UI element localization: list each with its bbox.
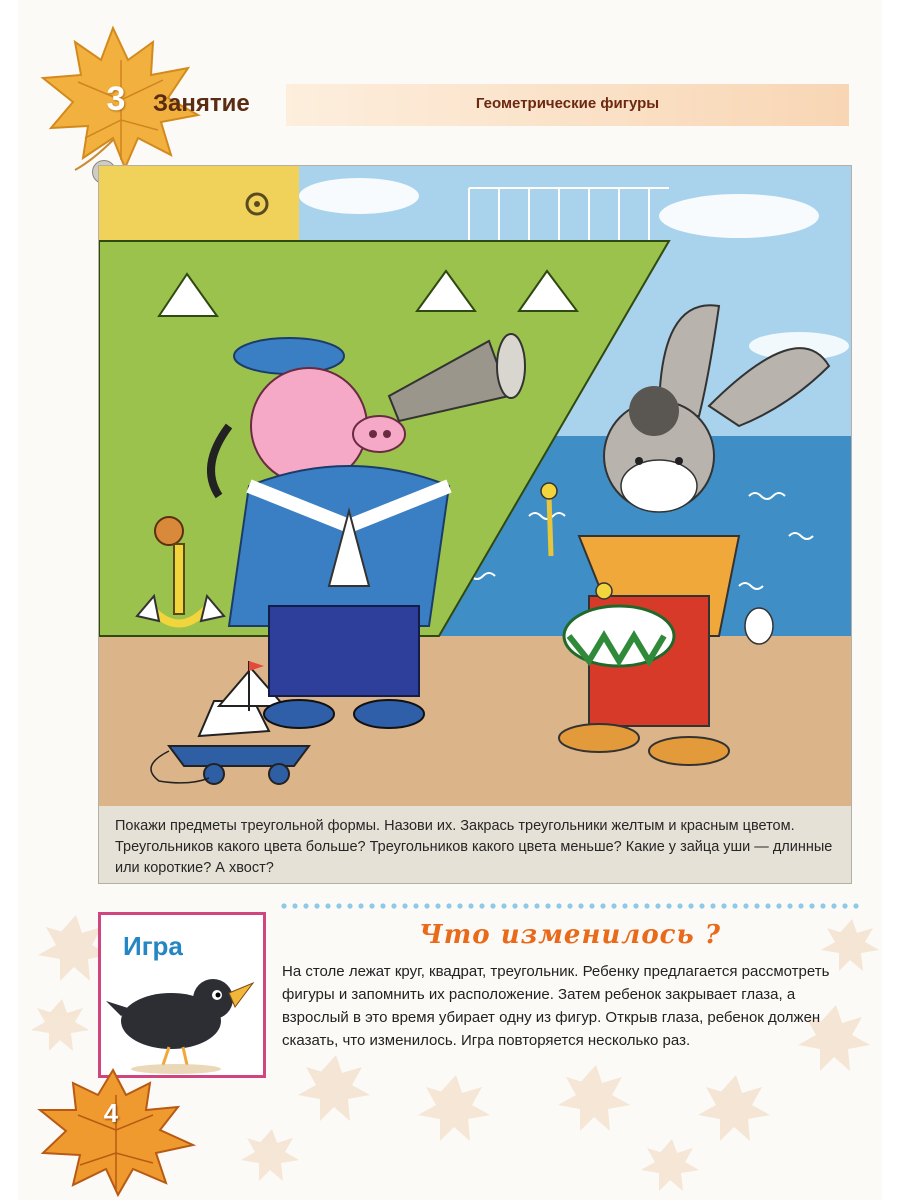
task-frame [98, 165, 852, 884]
topic-title: Геометрические фигуры [475, 95, 660, 112]
game-label-box [98, 912, 266, 1078]
workbook-page [18, 0, 882, 1200]
crow-icon [101, 961, 263, 1075]
game-label: Игра [123, 931, 183, 961]
dotted-divider [280, 902, 860, 910]
page-number: 4 [103, 1098, 119, 1128]
game-description: На столе лежат круг, квадрат, треугольник. Ребенку предлагается рассмотреть фигуры и запомнить их расположение. Затем ребенок закрывает глаза, а взрослый в это время убирает одну из фигур. Открыв глаза, ребенок должен сказать, что изменилось. Игра повторяется несколько раз. [282, 963, 830, 1049]
game-heading: Что изменилось ? [419, 920, 721, 950]
lesson-title: Занятие [153, 90, 250, 117]
task-caption: Покажи предметы треугольной формы. Назови их. Закрась треугольники желтым и красным цветом. Треугольников какого цвета больше? Треугольников какого цвета меньше? Какие у зайца уши — длинные или короткие? А хвост? [115, 818, 833, 876]
topic-banner [286, 84, 849, 126]
lesson-number: 3 [106, 80, 126, 118]
illustration-pig-and-hare-at-pier [99, 166, 851, 806]
maple-leaf-page-icon [28, 1065, 208, 1200]
